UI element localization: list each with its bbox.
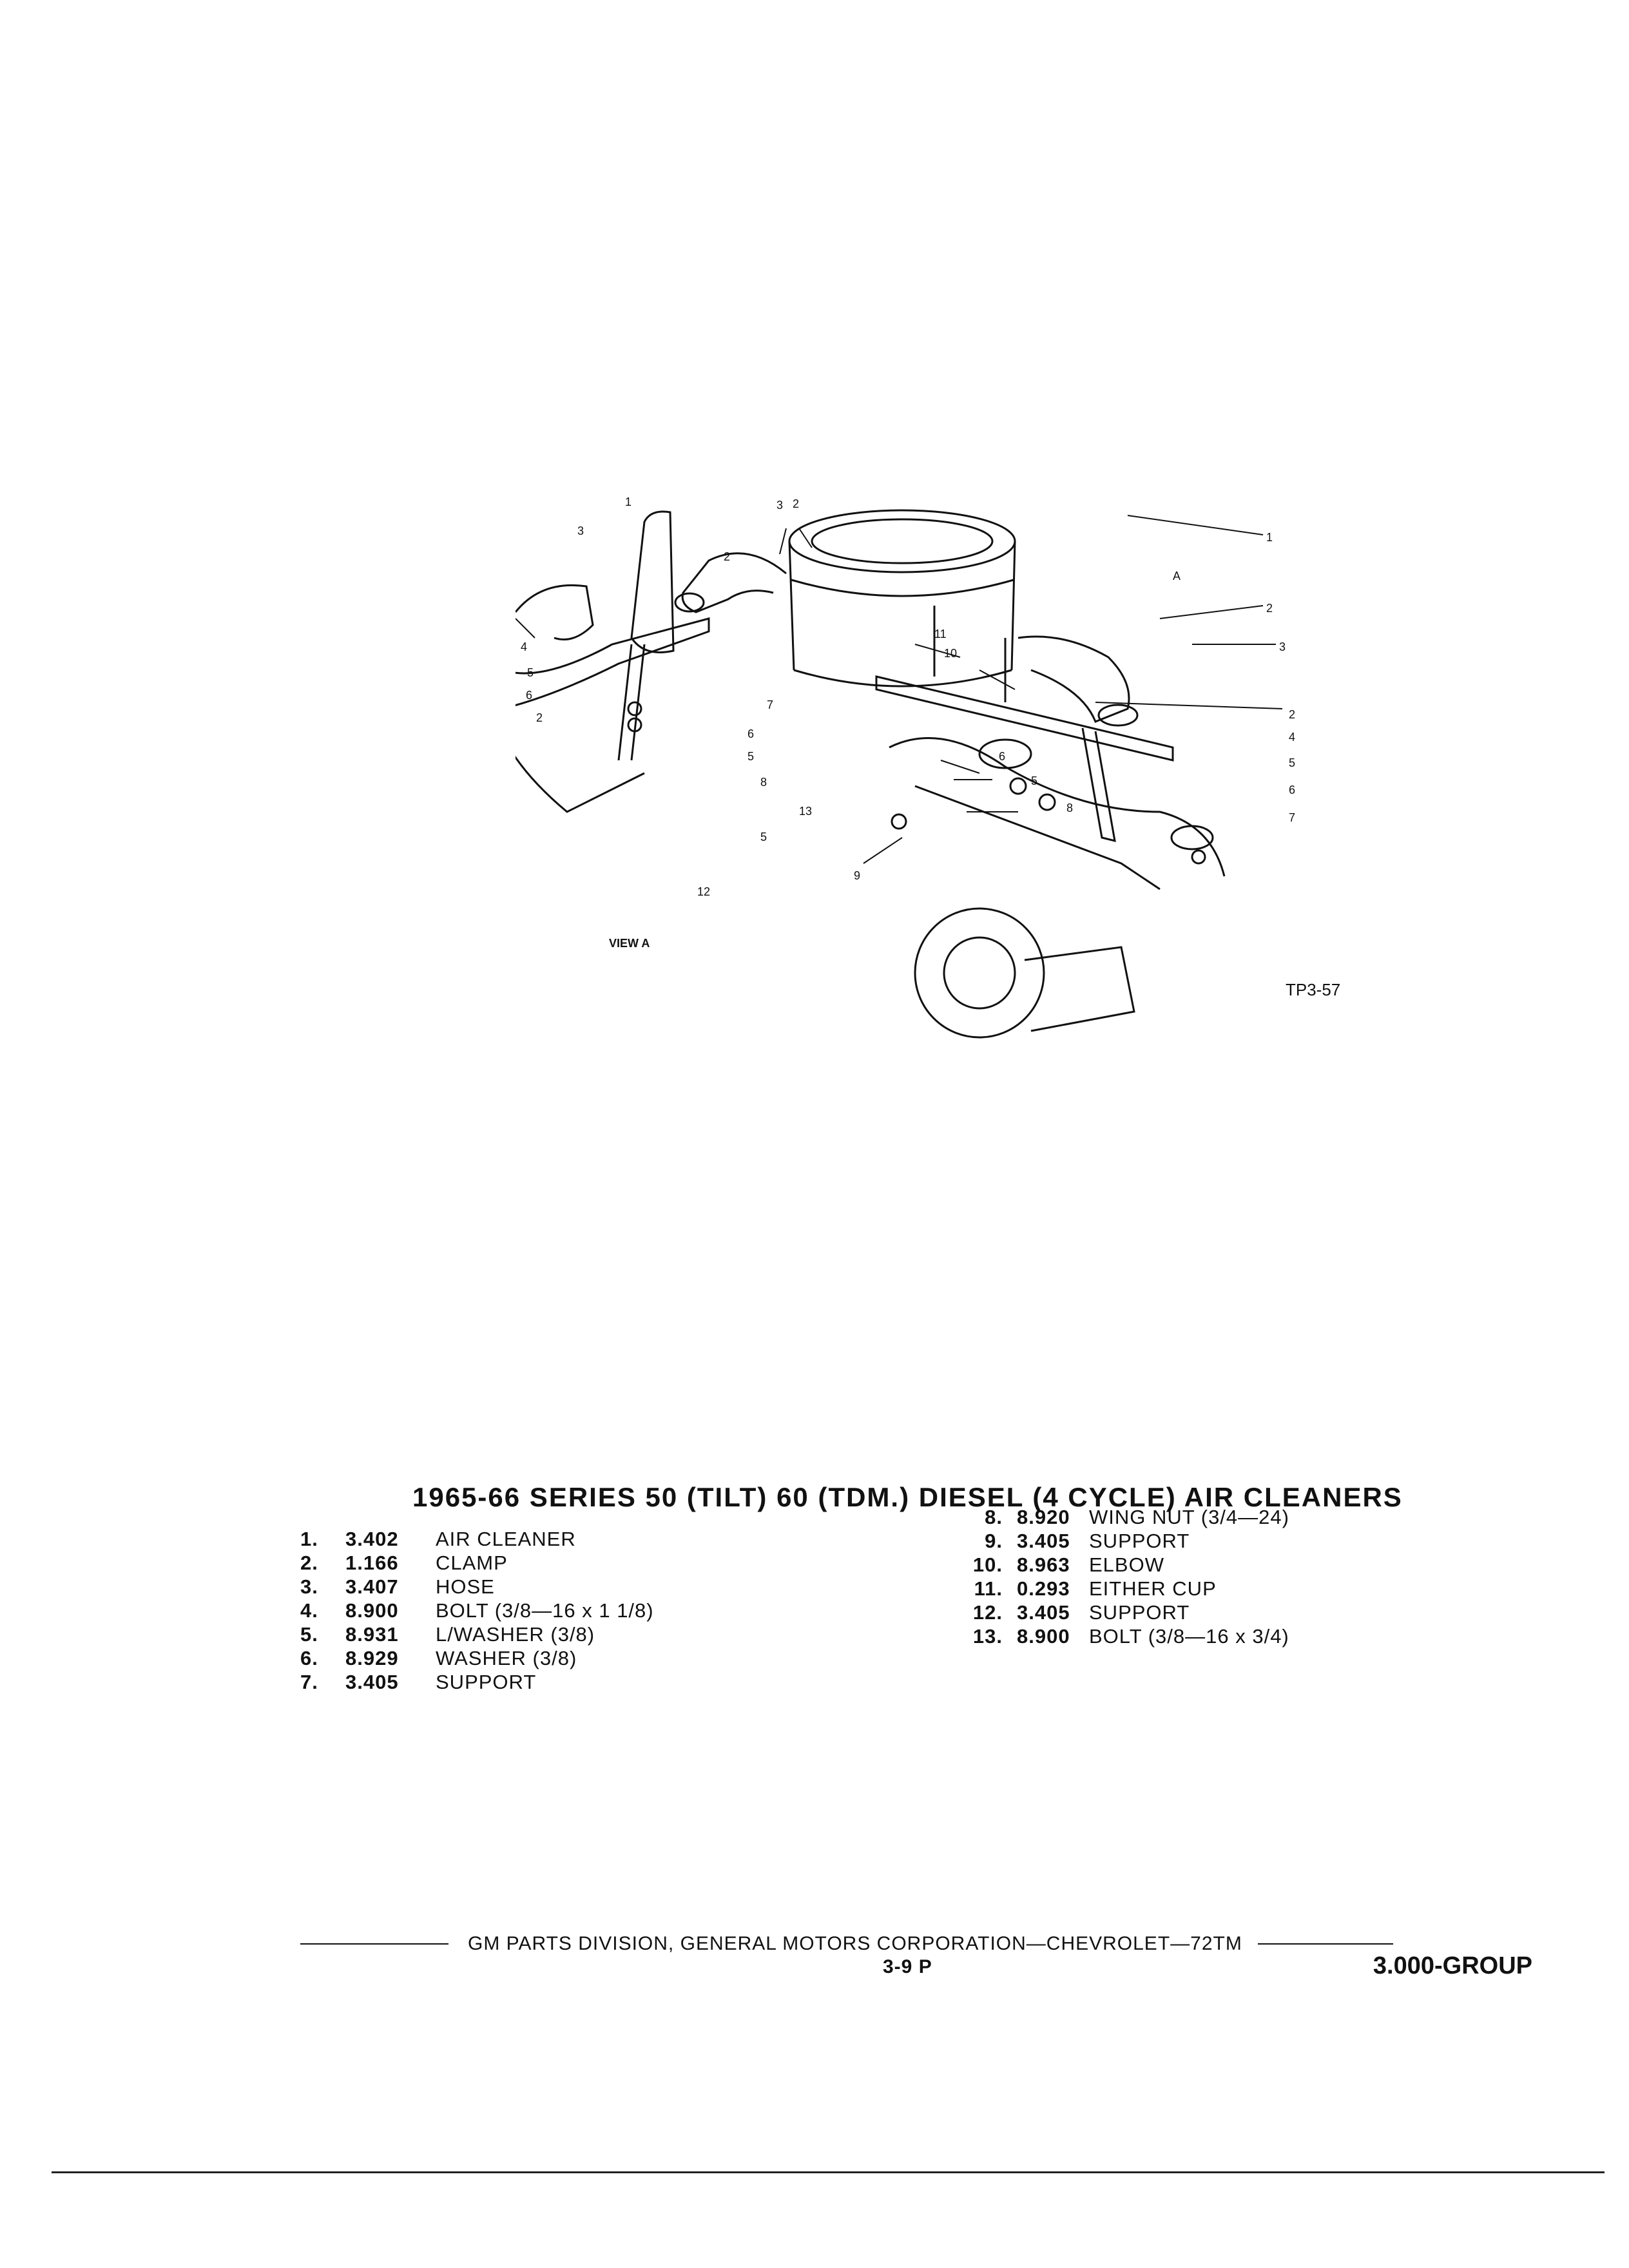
svg-text:2: 2	[536, 711, 543, 724]
svg-text:6: 6	[1289, 783, 1296, 796]
part-row	[300, 1527, 654, 1551]
part-description: WING NUT (3/4—24)	[1089, 1506, 1289, 1528]
svg-text:4: 4	[521, 640, 528, 653]
part-description: BOLT (3/8—16 x 3/4)	[1089, 1625, 1289, 1648]
part-number: 10.	[972, 1553, 1003, 1576]
svg-text:8: 8	[1066, 802, 1074, 814]
svg-text:2: 2	[1289, 708, 1296, 721]
part-description: EITHER CUP	[1089, 1577, 1217, 1600]
part-number: 11.	[974, 1577, 1003, 1600]
air-cleaner-exploded-diagram	[516, 477, 1379, 1057]
part-number: 1.	[300, 1528, 318, 1550]
part-code: 8.963	[1017, 1553, 1070, 1576]
page-number: 3-9 P	[883, 1956, 932, 1977]
part-description: SUPPORT	[436, 1671, 537, 1693]
svg-text:10: 10	[944, 647, 958, 660]
svg-text:5: 5	[747, 750, 755, 763]
svg-text:2: 2	[793, 497, 800, 510]
svg-text:5: 5	[760, 831, 767, 843]
svg-text:2: 2	[1266, 602, 1273, 615]
part-description: WASHER (3/8)	[436, 1647, 577, 1669]
part-code: 3.405	[345, 1671, 399, 1693]
part-code: 3.405	[1017, 1530, 1070, 1552]
diagram-svg	[516, 477, 1379, 1057]
part-number: 5.	[300, 1623, 318, 1646]
view-a-arrow-label: A	[1173, 570, 1181, 582]
svg-text:3: 3	[577, 524, 584, 537]
part-row	[300, 1575, 654, 1599]
svg-text:2: 2	[724, 550, 731, 563]
part-number: 13.	[972, 1625, 1003, 1648]
footer-rule-left	[300, 1943, 448, 1945]
part-description: HOSE	[436, 1575, 495, 1598]
svg-text:9: 9	[854, 869, 861, 882]
svg-text:6: 6	[526, 689, 533, 702]
svg-text:1: 1	[625, 495, 632, 508]
part-description: SUPPORT	[1089, 1601, 1190, 1624]
bottom-divider	[52, 2171, 1605, 2173]
svg-text:8: 8	[760, 776, 767, 789]
part-code: 1.166	[345, 1552, 399, 1574]
footer	[300, 1933, 1544, 1955]
svg-text:3: 3	[776, 499, 784, 512]
part-description: CLAMP	[436, 1552, 508, 1574]
svg-text:5: 5	[1031, 774, 1038, 787]
group-label: 3.000-GROUP	[1373, 1952, 1532, 1979]
part-code: 8.900	[345, 1599, 399, 1622]
part-code: 3.407	[345, 1575, 399, 1598]
part-number: 8.	[985, 1506, 1003, 1528]
part-description: ELBOW	[1089, 1553, 1164, 1576]
part-description: BOLT (3/8—16 x 1 1/8)	[436, 1599, 654, 1622]
part-number: 12.	[972, 1601, 1003, 1624]
pulley-icon	[915, 908, 1044, 1037]
part-row	[300, 1551, 654, 1575]
part-description: L/WASHER (3/8)	[436, 1623, 595, 1646]
svg-text:7: 7	[1289, 811, 1296, 824]
part-code: 3.405	[1017, 1601, 1070, 1624]
upper-hose-icon	[682, 553, 786, 612]
part-code: 8.929	[345, 1647, 399, 1669]
svg-text:7: 7	[767, 698, 774, 711]
figure-code: TP3-57	[1286, 980, 1341, 999]
footer-rule-right	[1258, 1943, 1393, 1945]
svg-text:1: 1	[1266, 531, 1273, 544]
page-title: 1965-66 SERIES 50 (TILT) 60 (TDM.) DIESEL (4 CYCLE) AIR CLEANERS	[412, 1482, 1403, 1512]
part-number: 2.	[300, 1552, 318, 1574]
part-number: 4.	[300, 1599, 318, 1622]
part-code: 3.402	[345, 1528, 399, 1550]
part-row	[954, 1624, 1289, 1648]
part-number: 6.	[300, 1647, 318, 1669]
part-number: 3.	[300, 1575, 318, 1598]
svg-text:13: 13	[799, 805, 813, 818]
view-a-canister-icon	[631, 512, 673, 653]
part-row	[300, 1622, 654, 1646]
svg-text:12: 12	[697, 885, 711, 898]
part-number: 9.	[985, 1530, 1003, 1552]
parts-list-right	[954, 1505, 1289, 1648]
part-row	[954, 1553, 1289, 1577]
svg-text:4: 4	[1289, 731, 1296, 744]
svg-text:6: 6	[747, 727, 755, 740]
view-a-label: VIEW A	[609, 937, 650, 950]
part-code: 8.900	[1017, 1625, 1070, 1648]
part-row	[954, 1505, 1289, 1529]
part-description: SUPPORT	[1089, 1530, 1190, 1552]
view-a-hose-icon	[516, 585, 593, 639]
part-code: 8.931	[345, 1623, 399, 1646]
part-description: AIR CLEANER	[436, 1528, 576, 1550]
engine-block-icon	[889, 738, 1224, 876]
part-row	[300, 1670, 654, 1694]
part-row	[300, 1646, 654, 1670]
part-code: 8.920	[1017, 1506, 1070, 1528]
footer-text: GM PARTS DIVISION, GENERAL MOTORS CORPORATION—CHEVROLET—72TM	[468, 1933, 1242, 1954]
right-hose-icon	[1018, 637, 1129, 722]
svg-text:11: 11	[934, 628, 947, 640]
part-row	[954, 1577, 1289, 1600]
parts-list-left	[300, 1527, 654, 1694]
part-row	[300, 1599, 654, 1622]
part-number: 7.	[300, 1671, 318, 1693]
svg-text:6: 6	[999, 750, 1006, 763]
part-row	[954, 1529, 1289, 1553]
svg-text:5: 5	[527, 666, 534, 679]
part-row	[954, 1600, 1289, 1624]
part-code: 0.293	[1017, 1577, 1070, 1600]
svg-text:3: 3	[1279, 640, 1286, 653]
svg-text:5: 5	[1289, 756, 1296, 769]
